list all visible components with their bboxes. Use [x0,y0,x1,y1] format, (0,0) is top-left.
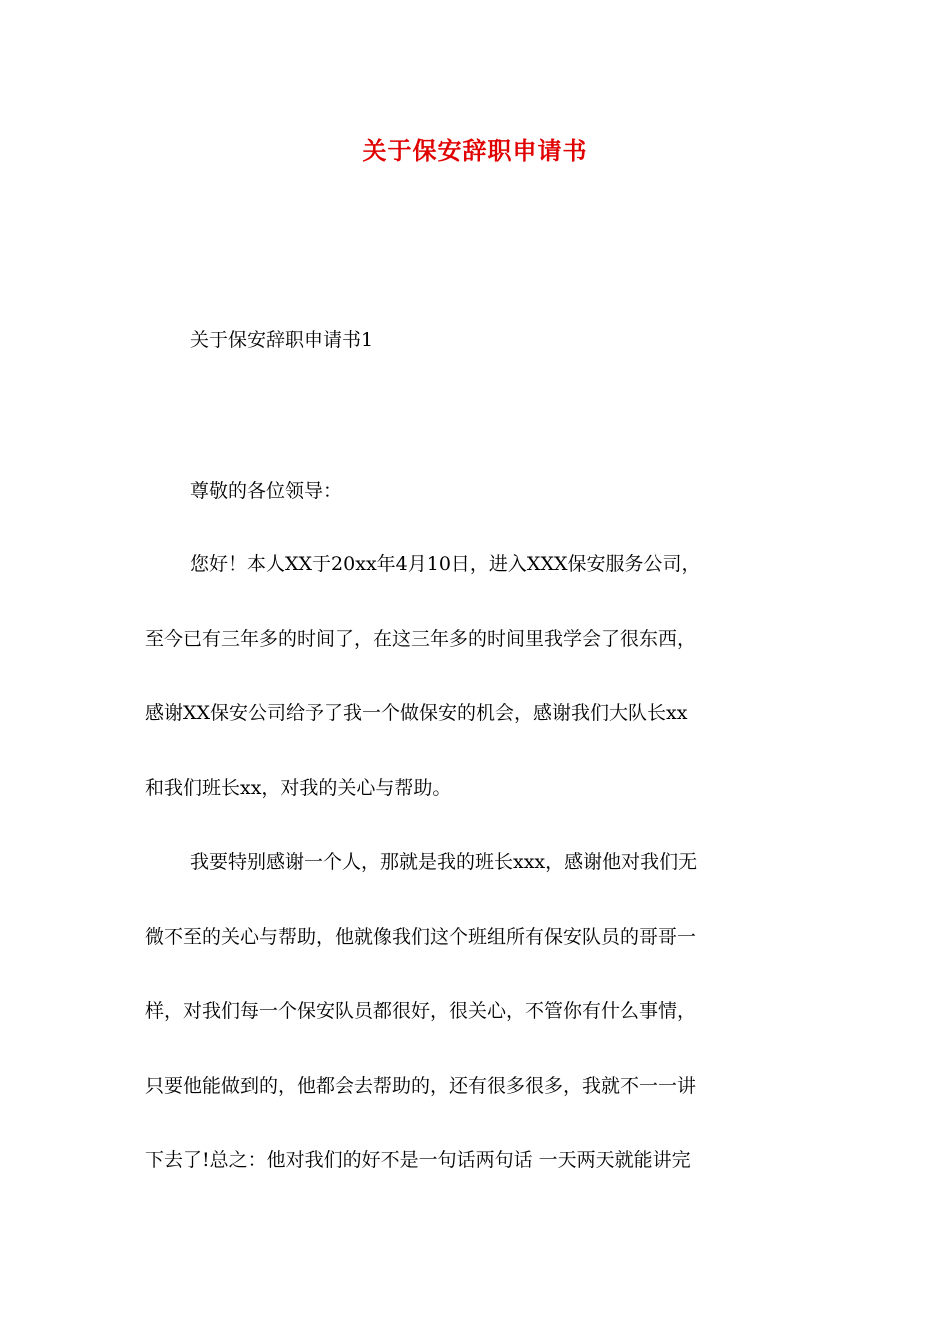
paragraph-line: 微不至的关心与帮助，他就像我们这个班组所有保安队员的哥哥一 [145,926,697,948]
paragraph-line: 至今已有三年多的时间了，在这三年多的时间里我学会了很东西， [145,628,697,650]
section-heading: 关于保安辞职申请书1 [190,329,374,351]
paragraph-line: 感谢XX保安公司给予了我一个做保安的机会，感谢我们大队长xx [145,702,688,724]
document-title: 关于保安辞职申请书 [362,136,588,165]
salutation: 尊敬的各位领导： [190,480,343,502]
paragraph-line: 样，对我们每一个保安队员都很好，很关心，不管你有什么事情， [145,1000,697,1022]
paragraph-line: 只要他能做到的，他都会去帮助的，还有很多很多，我就不一一讲 [145,1075,697,1097]
paragraph-line: 您好！本人XX于20xx年4月10日，进入XXX保安服务公司， [190,553,701,575]
paragraph-line: 我要特别感谢一个人，那就是我的班长xxx，感谢他对我们无 [190,851,698,873]
paragraph-line: 下去了!总之：他对我们的好不是一句话两句话 一天两天就能讲完 [145,1149,691,1171]
paragraph-line: 和我们班长xx，对我的关心与帮助。 [145,777,452,799]
